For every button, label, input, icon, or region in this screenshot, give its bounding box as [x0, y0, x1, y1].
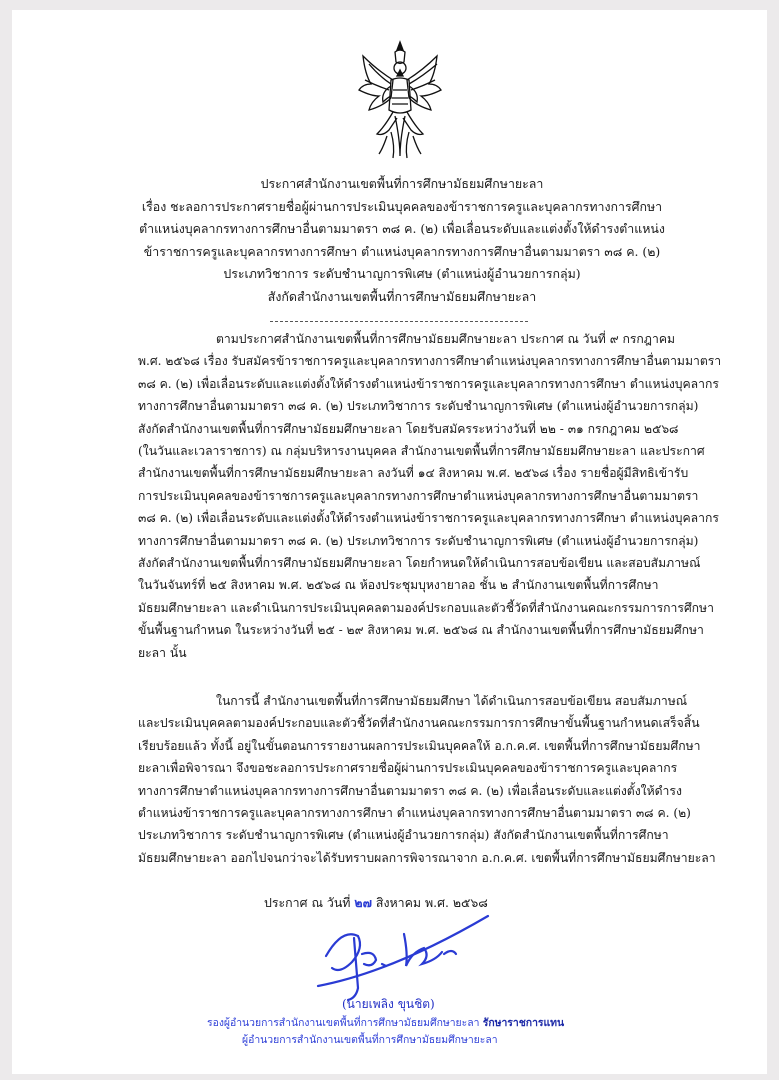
paragraph-1-line: มัธยมศึกษายะลา และดำเนินการประเมินบุคคลตามองค์ประกอบและตัวชี้วัดที่สำนักงานคณะกรรมการการศึกษา	[138, 600, 714, 615]
paragraph-1-line: ๓๘ ค. (๒) เพื่อเลื่อนระดับและแต่งตั้งให้ดำรงตำแหน่งข้าราชการครูและบุคลากรทางการศึกษา ตำแหน่งบุคลากร	[138, 376, 719, 391]
paragraph-1-line: ยะลา นั้น	[138, 645, 187, 660]
title-line-2: เรื่อง ชะลอการประกาศรายชื่อผู้ผ่านการประเมินบุคคลของข้าราชการครูและบุคลากรทางการศึกษา	[141, 198, 663, 214]
position-stamp	[207, 1015, 607, 1049]
paragraph-2-line: ในการนี้ สำนักงานเขตพื้นที่การศึกษามัธยมศึกษา ได้ดำเนินการสอบข้อเขียน สอบสัมภาษณ์	[216, 694, 688, 708]
paragraph-2	[138, 690, 728, 869]
announcement-title	[52, 173, 752, 309]
stamp-deputy-title: รองผู้อำนวยการสำนักงานเขตพื้นที่การศึกษามัธยมศึกษายะลา	[207, 1017, 480, 1029]
stamp-acting-label: รักษาราชการแทน	[482, 1017, 565, 1029]
paragraph-1-line: สังกัดสำนักงานเขตพื้นที่การศึกษามัธยมศึกษายะลา โดยกำหนดให้ดำเนินการสอบข้อเขียน และสอบสัมภาษณ์	[138, 556, 701, 571]
paragraph-1-line: (ในวันและเวลาราชการ) ณ กลุ่มบริหารงานบุคคล สำนักงานเขตพื้นที่การศึกษามัธยมศึกษายะลา และประกาศ	[138, 444, 705, 459]
paragraph-2-line: มัธยมศึกษายะลา ออกไปจนกว่าจะได้รับทราบผลการพิจารณาจาก อ.ก.ค.ศ. เขตพื้นที่การศึกษามัธยมศึกษายะลา	[138, 850, 716, 865]
paragraph-1-line: การประเมินบุคคลของข้าราชการครูและบุคลากรทางการศึกษาตำแหน่งบุคลากรทางการศึกษาอื่นตามมาตรา	[138, 488, 699, 503]
paragraph-1-line: ตามประกาศสำนักงานเขตพื้นที่การศึกษามัธยมศึกษายะลา ประกาศ ณ วันที่ ๙ กรกฎาคม	[216, 332, 676, 346]
paragraph-1-line: ๓๘ ค. (๒) เพื่อเลื่อนระดับและแต่งตั้งให้ดำรงตำแหน่งข้าราชการครูและบุคลากรทางการศึกษา ตำแหน่งบุคลากร	[138, 511, 719, 526]
title-line-4: ข้าราชการครูและบุคลากรทางการศึกษา ตำแหน่งบุคลากรทางการศึกษาอื่นตามมาตรา ๓๘ ค. (๒)	[143, 243, 661, 259]
paragraph-1-line: พ.ศ. ๒๕๖๘ เรื่อง รับสมัครข้าราชการครูและบุคลากรทางการศึกษาตำแหน่งบุคลากรทางการศึกษาอื่นตามมาตรา	[138, 354, 722, 369]
paragraph-1-line: สำนักงานเขตพื้นที่การศึกษามัธยมศึกษายะลา ลงวันที่ ๑๔ สิงหาคม พ.ศ. ๒๕๖๘ เรื่อง รายชื่อผู้มีสิทธิเข้ารับ	[138, 466, 689, 481]
paragraph-2-line: ทางการศึกษาตำแหน่งบุคลากรทางการศึกษาอื่นตามมาตรา ๓๘ ค. (๒) เพื่อเลื่อนระดับและแต่งตั้งให้ดำรง	[138, 783, 682, 798]
date-suffix: สิงหาคม พ.ศ. ๒๕๖๘	[375, 895, 488, 910]
title-line-3: ตำแหน่งบุคลากรทางการศึกษาอื่นตามมาตรา ๓๘ ค. (๒) เพื่อเลื่อนระดับและแต่งตั้งให้ดำรงตำแหน่ง	[139, 221, 665, 237]
paragraph-2-line: ยะลาเพื่อพิจารณา จึงขอชะลอการประกาศรายชื่อผู้ผ่านการประเมินบุคคลของข้าราชการครูและบุคลากร	[138, 761, 678, 776]
signer-name: (นายเพลิง ขุนชิต)	[342, 997, 435, 1011]
paragraph-2-line: ประเภทวิชาการ ระดับชำนาญการพิเศษ (ตำแหน่งผู้อำนวยการกลุ่ม) สังกัดสำนักงานเขตพื้นที่การศึกษา	[138, 828, 669, 843]
title-line-5: ประเภทวิชาการ ระดับชำนาญการพิเศษ (ตำแหน่งผู้อำนวยการกลุ่ม)	[223, 266, 581, 282]
handwritten-signature	[312, 908, 502, 1008]
paragraph-1-line: ในวันจันทร์ที่ ๒๕ สิงหาคม พ.ศ. ๒๕๖๘ ณ ห้องประชุมบุหงายาลอ ชั้น ๒ สำนักงานเขตพื้นที่การศึกษา	[138, 578, 659, 593]
date-day: ๒๗	[354, 895, 372, 910]
garuda-emblem	[357, 40, 443, 160]
paragraph-2-line: ตำแหน่งข้าราชการครูและบุคลากรทางการศึกษา ตำแหน่งบุคลากรทางการศึกษาอื่นตามมาตรา ๓๘ ค. (๒)	[138, 806, 691, 821]
document-page	[12, 10, 767, 1074]
title-line-1: ประกาศสำนักงานเขตพื้นที่การศึกษามัธยมศึกษายะลา	[260, 176, 544, 191]
paragraph-1-line: ทางการศึกษาอื่นตามมาตรา ๓๘ ค. (๒) ประเภทวิชาการ ระดับชำนาญการพิเศษ (ตำแหน่งผู้อำนวยการกลุ่ม)	[138, 533, 699, 548]
paragraph-1-line: สังกัดสำนักงานเขตพื้นที่การศึกษามัธยมศึกษายะลา โดยรับสมัครระหว่างวันที่ ๒๒ - ๓๑ กรกฎาคม ๒๕๖๘	[138, 421, 679, 436]
title-line-6: สังกัดสำนักงานเขตพื้นที่การศึกษามัธยมศึกษายะลา	[267, 288, 537, 304]
paragraph-2-line: และประเมินบุคคลตามองค์ประกอบและตัวชี้วัดที่สำนักงานคณะกรรมการการศึกษาขั้นพื้นฐานกำหนดเสร็จสิ้น	[138, 716, 700, 731]
stamp-director-title: ผู้อำนวยการสำนักงานเขตพื้นที่การศึกษามัธยมศึกษายะลา	[242, 1034, 498, 1046]
date-prefix: ประกาศ ณ วันที่	[264, 895, 351, 910]
title-divider	[270, 321, 528, 322]
paragraph-2-line: เรียบร้อยแล้ว ทั้งนี้ อยู่ในขั้นตอนการรายงานผลการประเมินบุคคลให้ อ.ก.ค.ศ. เขตพื้นที่การศึกษามัธยมศึกษา	[138, 738, 701, 753]
paragraph-1	[138, 328, 728, 664]
paragraph-1-line: ทางการศึกษาอื่นตามมาตรา ๓๘ ค. (๒) ประเภทวิชาการ ระดับชำนาญการพิเศษ (ตำแหน่งผู้อำนวยการกลุ่ม)	[138, 399, 699, 414]
paragraph-1-line: ขั้นพื้นฐานกำหนด ในระหว่างวันที่ ๒๕ - ๒๙ สิงหาคม พ.ศ. ๒๕๖๘ ณ สำนักงานเขตพื้นที่การศึกษามัธยมศึกษา	[138, 623, 704, 638]
